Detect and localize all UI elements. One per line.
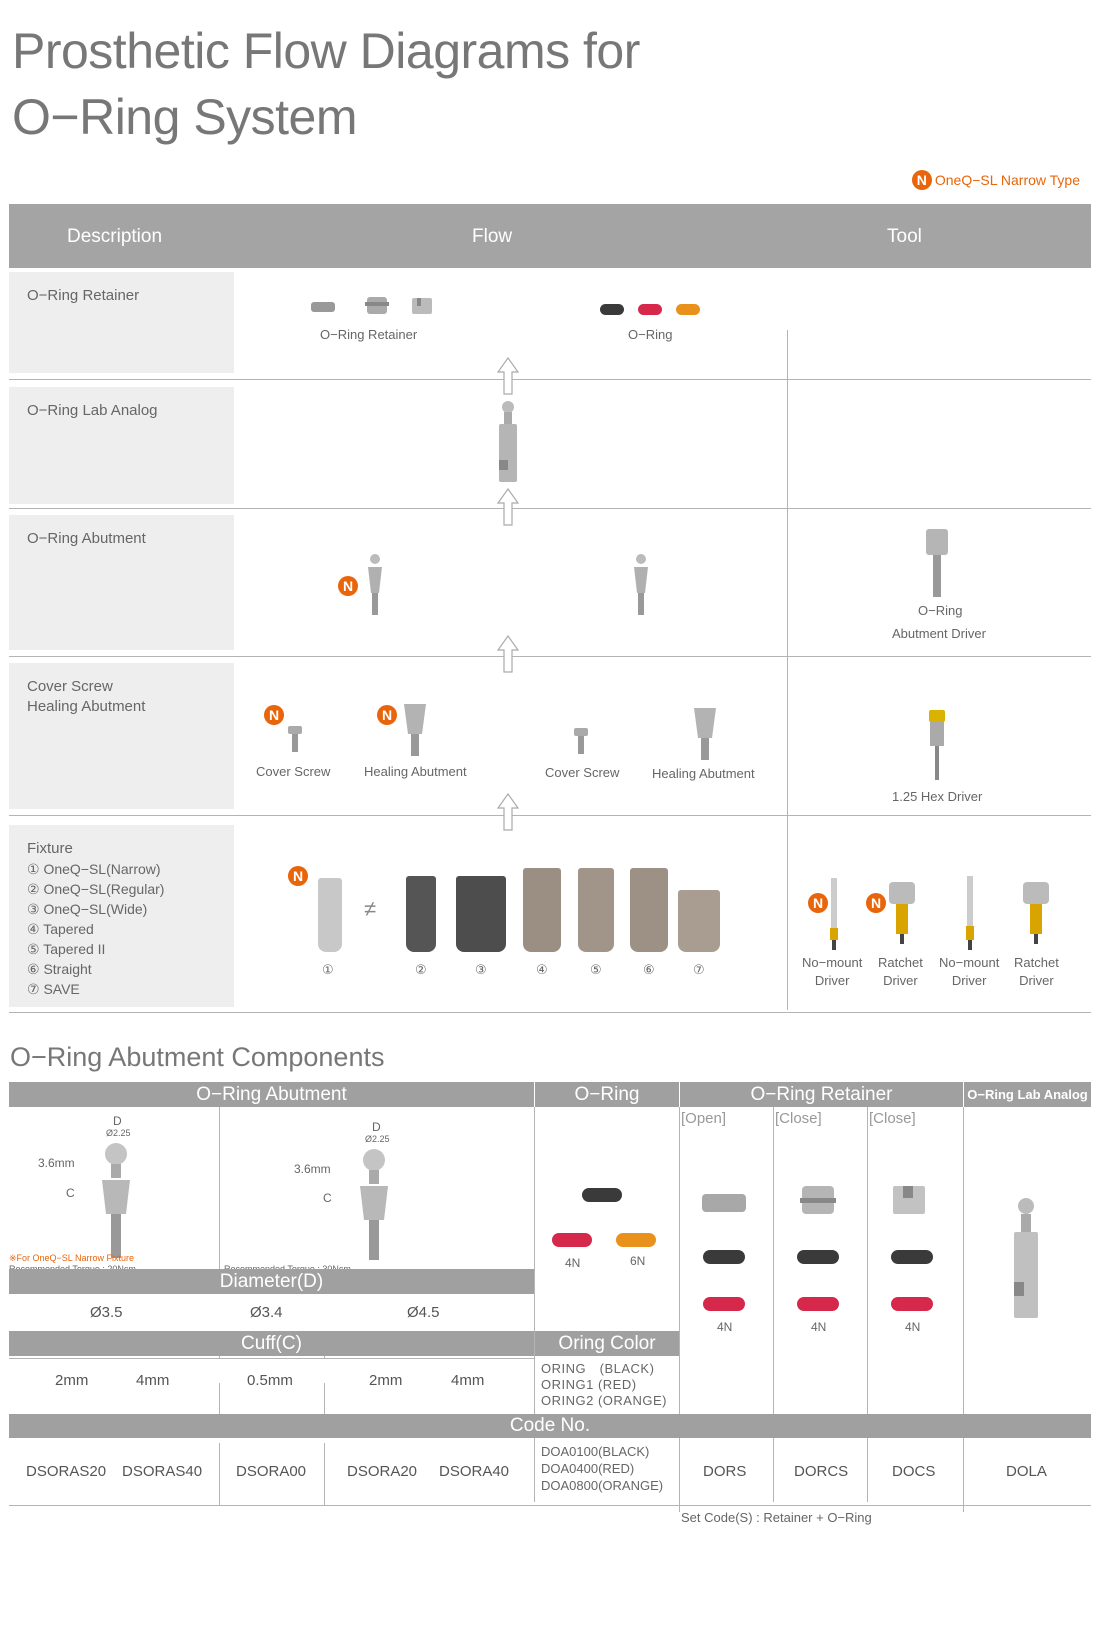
col-analog-header: O−Ring Lab Analog (964, 1082, 1091, 1107)
grid-line (9, 1505, 1091, 1506)
grid-line (219, 1443, 220, 1505)
flow-up-arrow-icon (496, 487, 520, 527)
tool-ratchet-driver: Ratchet Driver (1014, 955, 1059, 988)
oring-red-icon (638, 304, 662, 315)
row-desc-retainer: O−Ring Retainer (9, 272, 234, 373)
dim-d-label: D (372, 1120, 381, 1134)
not-equal-sign: ≠ (364, 896, 377, 921)
oring-black-icon (891, 1250, 933, 1264)
healing-abutment-icon (690, 704, 720, 762)
retainer-close-icon (798, 1184, 838, 1216)
grid-line (773, 1107, 774, 1502)
cuff-header: Cuff(C) (9, 1331, 534, 1356)
row-divider (9, 815, 1091, 816)
oring-orange-icon (616, 1233, 656, 1247)
header-description: Description (67, 226, 163, 247)
flow-up-arrow-icon (496, 634, 520, 674)
label-cover-screw: Cover Screw (545, 765, 620, 780)
tool-hex-driver-label: 1.25 Hex Driver (892, 789, 983, 804)
dim-ball-label: Ø2.25 (365, 1134, 390, 1144)
retainer-close-label: [Close] (775, 1110, 822, 1127)
tool-no-mount-driver-narrow: No−mount Driver (802, 955, 863, 988)
header-tool: Tool (887, 226, 922, 247)
fixture-4-icon (523, 868, 561, 952)
row-divider (9, 508, 1091, 509)
oring-black-icon (600, 304, 624, 315)
dim-height-label: 3.6mm (294, 1162, 331, 1176)
col-abutment-header: O−Ring Abutment (9, 1082, 534, 1107)
row-desc-lab-analog: O−Ring Lab Analog (9, 387, 234, 504)
dim-c-label: C (66, 1186, 75, 1200)
oring-orange-icon (676, 304, 700, 315)
flow-up-arrow-icon (496, 792, 520, 832)
narrow-badge-icon: N (338, 576, 358, 596)
oring-color-list: ORING (BLACK) ORING1 (RED) ORING2 (ORANGE) (541, 1361, 667, 1408)
label-oring: O−Ring (628, 327, 673, 342)
set-code-note: Set Code(S) : Retainer + O−Ring (681, 1510, 872, 1525)
row-divider (9, 379, 1091, 380)
tool-column-divider (787, 330, 788, 1010)
narrow-badge-icon: N (377, 705, 397, 725)
grid-line (867, 1107, 868, 1502)
retainer-close-icon (889, 1184, 929, 1216)
tool-no-mount-driver: No−mount Driver (939, 955, 1000, 988)
dim-c-label: C (323, 1191, 332, 1205)
grid-line (219, 1107, 220, 1269)
dim-d-label: D (113, 1114, 122, 1128)
no-mount-driver-icon (962, 874, 978, 952)
oring-red-icon (703, 1297, 745, 1311)
oring-red-icon (552, 1233, 592, 1247)
oring-color-header: Oring Color (535, 1331, 679, 1356)
code-header: Code No. (9, 1414, 1091, 1438)
no-mount-driver-narrow-icon (826, 876, 842, 952)
label-healing-abutment: Healing Abutment (652, 766, 755, 781)
tool-abutment-driver-label: Abutment Driver (892, 626, 986, 641)
label-cover-screw-narrow: Cover Screw (256, 764, 331, 779)
oring-code-list: DOA0100(BLACK) DOA0400(RED) DOA0800(ORANGE) (541, 1444, 664, 1493)
grid-line (679, 1107, 680, 1512)
fixture-3-icon (456, 876, 506, 952)
oring-red-icon (891, 1297, 933, 1311)
narrow-note: ※For OneQ−SL Narrow Fixture (9, 1253, 134, 1263)
ratchet-driver-narrow-icon (886, 880, 918, 946)
narrow-badge-icon: N (912, 170, 932, 190)
header-flow: Flow (472, 226, 513, 247)
retainer-open-icon (700, 1192, 748, 1214)
narrow-badge-icon: N (808, 893, 828, 913)
row-desc-cover-healing: Cover Screw Healing Abutment (9, 663, 234, 809)
oring-red-icon (797, 1297, 839, 1311)
grid-line (534, 1107, 535, 1502)
grid-line (9, 1358, 534, 1359)
narrow-badge-icon: N (264, 705, 284, 725)
narrow-badge-icon: N (866, 893, 886, 913)
flow-up-arrow-icon (496, 356, 520, 396)
tool-oring-label: O−Ring (918, 603, 963, 618)
lab-analog-icon (494, 400, 522, 484)
lab-analog-icon (1008, 1196, 1044, 1320)
row-desc-abutment: O−Ring Abutment (9, 515, 234, 650)
legend: N OneQ−SL Narrow Type (912, 170, 1080, 190)
narrow-badge-icon: N (288, 866, 308, 886)
diameter-header: Diameter(D) (9, 1269, 534, 1294)
fixture-7-icon (678, 890, 720, 952)
fixture-6-icon (630, 868, 668, 952)
oring-abutment-icon (628, 553, 654, 617)
oring-black-icon (797, 1250, 839, 1264)
cover-screw-icon (572, 726, 590, 758)
dim-height-label: 3.6mm (38, 1156, 75, 1170)
fixture-1-icon (318, 878, 342, 952)
components-title: O−Ring Abutment Components (10, 1042, 385, 1072)
page-title: Prosthetic Flow Diagrams for O−Ring System (12, 23, 640, 145)
retainer-close-label: [Close] (869, 1110, 916, 1127)
abutment-drawing (354, 1146, 394, 1262)
col-retainer-header: O−Ring Retainer (680, 1082, 963, 1107)
label-oring-retainer: O−Ring Retainer (320, 327, 418, 342)
grid-line (324, 1443, 325, 1505)
oring-black-icon (582, 1188, 622, 1202)
col-oring-header: O−Ring (535, 1082, 679, 1107)
retainer-parts-icon (305, 292, 440, 322)
tool-ratchet-driver-narrow: Ratchet Driver (878, 955, 923, 988)
row-desc-fixture: Fixture ① OneQ−SL(Narrow) ② OneQ−SL(Regular) ③ OneQ−SL(Wide) ④ Tapered ⑤ Tapered II ⑥ Straight ⑦ SAVE (9, 825, 234, 1007)
label-healing-abutment-narrow: Healing Abutment (364, 764, 467, 779)
grid-line (963, 1107, 964, 1512)
cover-screw-narrow-icon (286, 724, 304, 756)
oring-abutment-driver-icon (922, 527, 952, 599)
oring-abutment-narrow-icon (362, 553, 388, 617)
row-divider (9, 1012, 1091, 1013)
ratchet-driver-icon (1020, 880, 1052, 946)
oring-black-icon (703, 1250, 745, 1264)
flow-table-header (9, 204, 1091, 268)
row-divider (9, 656, 1091, 657)
hex-driver-icon (925, 708, 949, 782)
fixture-2-icon (406, 876, 436, 952)
retainer-open-label: [Open] (681, 1110, 727, 1127)
healing-abutment-narrow-icon (400, 700, 430, 758)
dim-ball-label: Ø2.25 (106, 1128, 131, 1138)
abutment-narrow-drawing (96, 1140, 136, 1262)
fixture-5-icon (578, 868, 614, 952)
